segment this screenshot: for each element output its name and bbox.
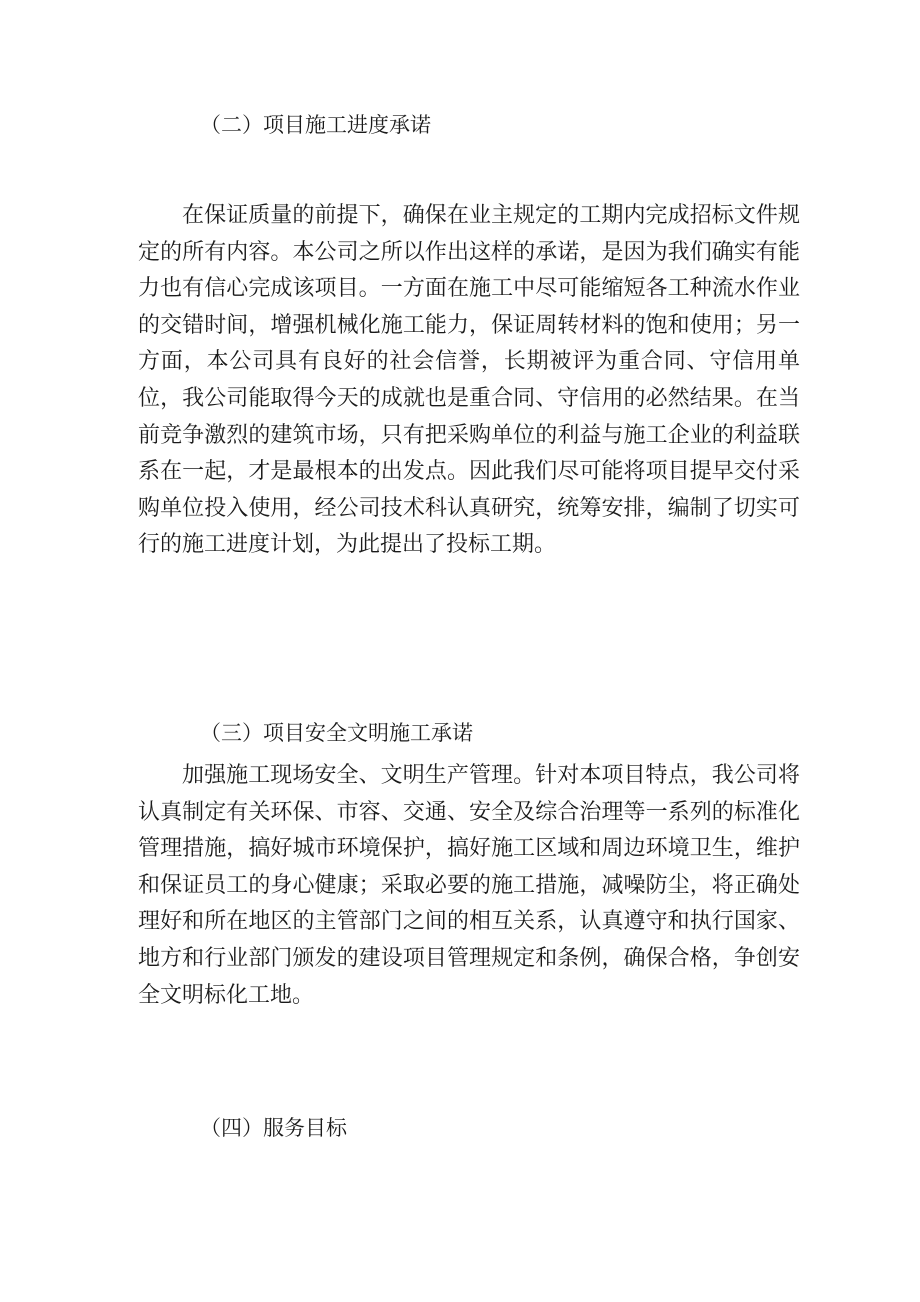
section-heading-schedule: （二）项目施工进度承诺 [200,113,431,137]
paragraph-safety-commitment: 加强施工现场安全、文明生产管理。针对本项目特点，我公司将认真制定有关环保、市容、交通、安全及综合治理等一系列的标准化管理措施，搞好城市环境保护，搞好施工区域和周边环境卫生，维护和保证员工的身心健康；采取必要的施工措施，减噪防尘，将正确处理好和所在地区的主管部门之间的相互关系，认真遵守和执行国家、地方和行业部门颁发的建设项目管理规定和条例，确保合格，争创安全文明标化工地。 [138,763,800,1008]
paragraph-schedule-commitment: 在保证质量的前提下，确保在业主规定的工期内完成招标文件规定的所有内容。本公司之所以作出这样的承诺，是因为我们确实有能力也有信心完成该项目。一方面在施工中尽可能缩短各工种流水作业的交错时间，增强机械化施工能力，保证周转材料的饱和使用；另一方面，本公司具有良好的社会信誉，长期被评为重合同、守信用单位，我公司能取得今天的成就也是重合同、守信用的必然结果。在当前竞争激烈的建筑市场，只有把采购单位的利益与施工企业的利益联系在一起，才是最根本的出发点。因此我们尽可能将项目提早交付采购单位投入使用，经公司技术科认真研究，统筹安排，编制了切实可行的施工进度计划，为此提出了投标工期。 [138,203,800,558]
section-heading-service: （四）服务目标 [200,1116,347,1140]
section-heading-safety: （三）项目安全文明施工承诺 [200,721,473,745]
